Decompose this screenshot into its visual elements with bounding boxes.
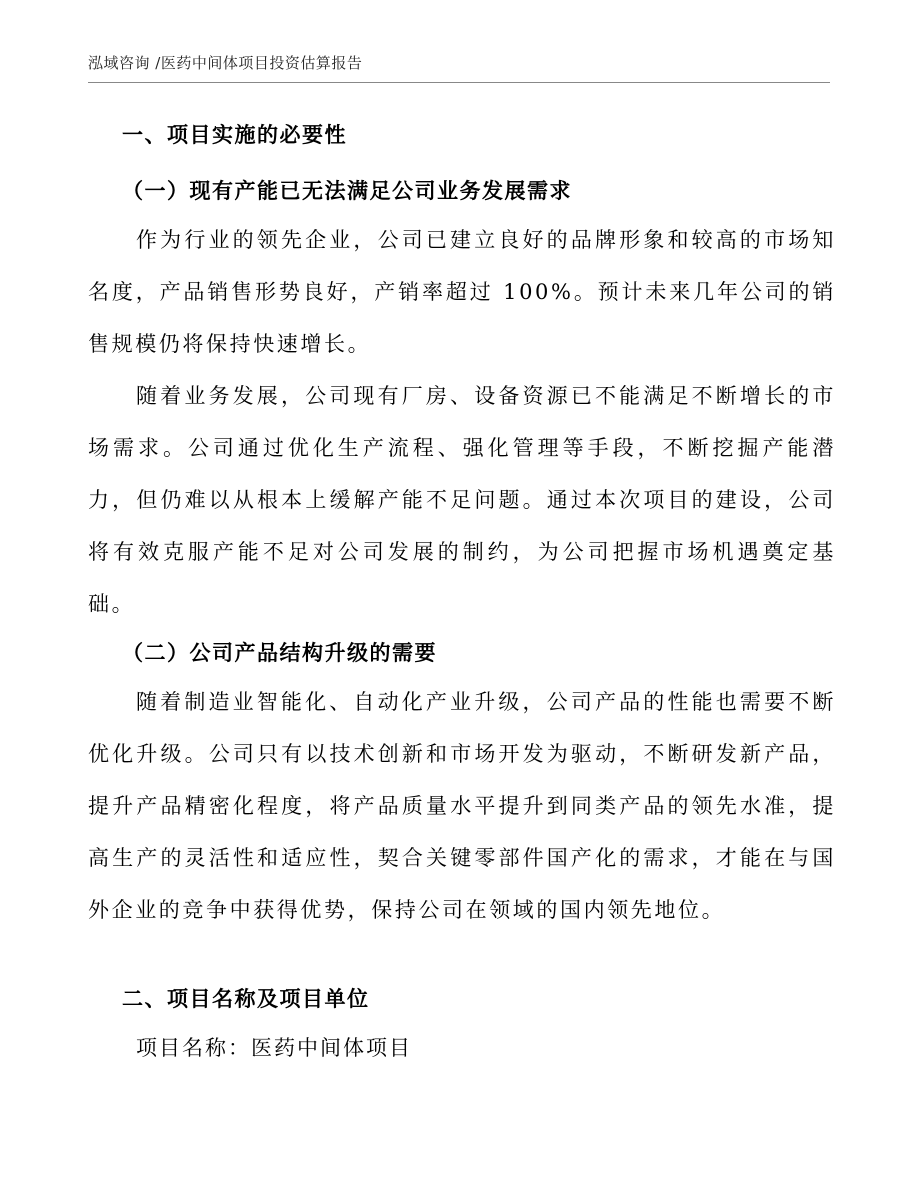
section-1-heading: 一、项目实施的必要性 <box>122 123 347 147</box>
project-name-line: 项目名称：医药中间体项目 <box>136 1036 412 1060</box>
paragraph: 作为行业的领先企业，公司已建立良好的品牌形象和较高的市场知名度，产品销售形势良好，产销率超过 100%。预计未来几年公司的销售规模仍将保持快速增长。 <box>88 228 836 356</box>
paragraph: 随着业务发展，公司现有厂房、设备资源已不能满足不断增长的市场需求。公司通过优化生产流程、强化管理等手段，不断挖掘产能潜力，但仍难以从根本上缓解产能不足问题。通过本次项目的建设，公司将有效克服产能不足对公司发展的制约，为公司把握市场机遇奠定基础。 <box>88 384 836 616</box>
subsection-2-heading: （二）公司产品结构升级的需要 <box>122 640 437 665</box>
subsection-1-heading: （一）现有产能已无法满足公司业务发展需求 <box>122 178 572 203</box>
document-body <box>88 112 836 1074</box>
running-header: 泓域咨询 /医药中间体项目投资估算报告 <box>88 54 363 72</box>
section-2-heading: 二、项目名称及项目单位 <box>122 987 370 1011</box>
paragraph: 随着制造业智能化、自动化产业升级，公司产品的性能也需要不断优化升级。公司只有以技术创新和市场开发为驱动，不断研发新产品，提升产品精密化程度，将产品质量水平提升到同类产品的领先水准，提高生产的灵活性和适应性，契合关键零部件国产化的需求，才能在与国外企业的竞争中获得优势，保持公司在领域的国内领先地位。 <box>88 690 836 922</box>
header-divider <box>88 82 830 83</box>
